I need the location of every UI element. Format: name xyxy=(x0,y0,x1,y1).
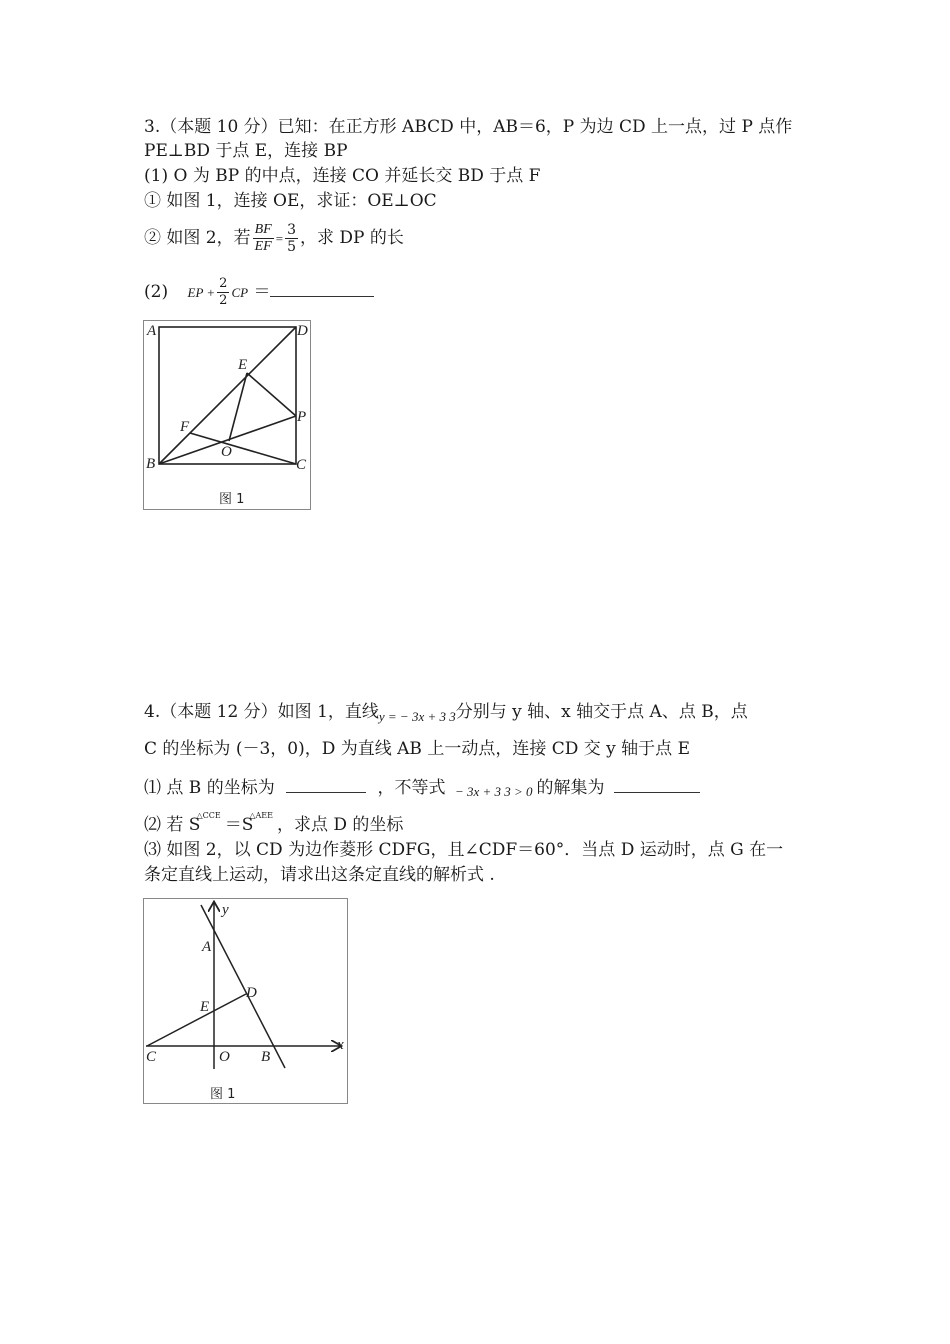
label-x: x xyxy=(337,1037,344,1053)
q4-p2-b: ＝S xyxy=(224,815,254,835)
segment-cf xyxy=(190,433,296,464)
label-f: F xyxy=(180,419,190,435)
label-d: D xyxy=(246,985,257,1001)
q4-part1 xyxy=(144,777,700,800)
q4-p1-post: 的解集为 xyxy=(536,778,605,798)
q4-line2: C 的坐标为 (－3，0)，D 为直线 AB 上一动点，连接 CD 交 y 轴于点 E xyxy=(144,739,690,759)
label-a: A xyxy=(147,323,157,339)
q3-frac2-num: 3 xyxy=(287,222,296,238)
q3-eq: = xyxy=(275,231,284,246)
segment-cd xyxy=(147,994,246,1046)
label-c: C xyxy=(146,1049,157,1065)
q4-inequality-blank[interactable] xyxy=(614,778,700,793)
q4-part3: ⑶ 如图 2，以 CD 为边作菱形 CDFG，且∠CDF＝60°．当点 D 运动时，点 G 在一 xyxy=(144,840,784,860)
q4-line1-post: 分别与 y 轴、x 轴交于点 A、点 B，点 xyxy=(455,702,748,722)
label-p: P xyxy=(297,409,307,425)
segment-pe xyxy=(247,373,296,416)
q4-formula2: − 3x + 3 3 > 0 xyxy=(454,784,533,799)
figure-caption: 图 1 xyxy=(210,1087,236,1102)
q3-fraction-2-2 xyxy=(217,276,229,309)
q3-expr-a: EP + xyxy=(187,285,216,300)
q3-part1a: ① 如图 1，连接 OE，求证：OE⊥OC xyxy=(144,191,437,211)
q4-p2-a: ⑵ 若 S xyxy=(144,815,201,835)
q4-p1-mid: ，不等式 xyxy=(377,778,446,798)
q3-figure xyxy=(143,320,311,510)
label-o: O xyxy=(221,444,232,460)
q3-part1: (1) O 为 BP 的中点，连接 CO 并延长交 BD 于点 F xyxy=(144,166,541,186)
label-b: B xyxy=(146,456,156,472)
q3-frac3-den: 2 xyxy=(219,293,228,308)
label-e: E xyxy=(238,357,248,373)
q3-line2: PE⊥BD 于点 E，连接 BP xyxy=(144,141,348,161)
q3-part1b-pre: ② 如图 2，若 xyxy=(144,228,251,248)
label-e: E xyxy=(200,999,210,1015)
figure-caption: 图 1 xyxy=(219,492,245,507)
q4-figure xyxy=(143,898,348,1104)
label-o: O xyxy=(219,1049,230,1065)
q3-fraction-bf-ef xyxy=(253,222,274,255)
q3-frac1-den: EF xyxy=(254,239,272,254)
q3-expr-eq: ＝ xyxy=(253,282,271,302)
q3-part1b-post: ，求 DP 的长 xyxy=(300,228,404,248)
label-y: y xyxy=(222,902,229,918)
segment-oe xyxy=(229,373,247,441)
q3-frac3-num: 2 xyxy=(219,276,228,291)
q4-figure-svg xyxy=(144,899,347,1103)
q4-line1 xyxy=(144,701,748,724)
q4-p2-c: ，求点 D 的坐标 xyxy=(276,815,404,835)
q4-p1-pre: ⑴ 点 B 的坐标为 xyxy=(144,778,275,798)
q4-formula1: y = − 3x + 3 3 xyxy=(378,709,456,724)
label-c: C xyxy=(296,457,307,473)
q3-frac2-den: 5 xyxy=(287,239,296,255)
q3-part2 xyxy=(144,276,374,309)
q4-p2-sub2: △AEE xyxy=(249,811,273,820)
label-b: B xyxy=(261,1049,271,1065)
q3-line1: 3.（本题 10 分）已知：在正方形 ABCD 中，AB＝6，P 为边 CD 上一点，过 P 点作 xyxy=(144,117,793,137)
q3-expr-b: CP xyxy=(231,285,249,300)
q3-part2-label: (2) xyxy=(144,282,169,302)
label-d: D xyxy=(297,323,308,339)
q3-part1b xyxy=(144,222,404,255)
q3-answer-blank[interactable] xyxy=(270,282,374,297)
q3-frac1-num: BF xyxy=(254,222,272,237)
q4-part3-line2: 条定直线上运动，请求出这条定直线的解析式 . xyxy=(144,865,495,885)
q4-b-coordinate-blank[interactable] xyxy=(286,778,366,793)
q4-p2-sub1: △CCE xyxy=(196,811,221,820)
q3-figure-svg xyxy=(144,321,310,509)
q4-line1-pre: 4.（本题 12 分）如图 1，直线 xyxy=(144,702,379,722)
q4-part2 xyxy=(144,811,404,839)
label-a: A xyxy=(202,939,212,955)
q3-fraction-3-5 xyxy=(285,222,298,255)
